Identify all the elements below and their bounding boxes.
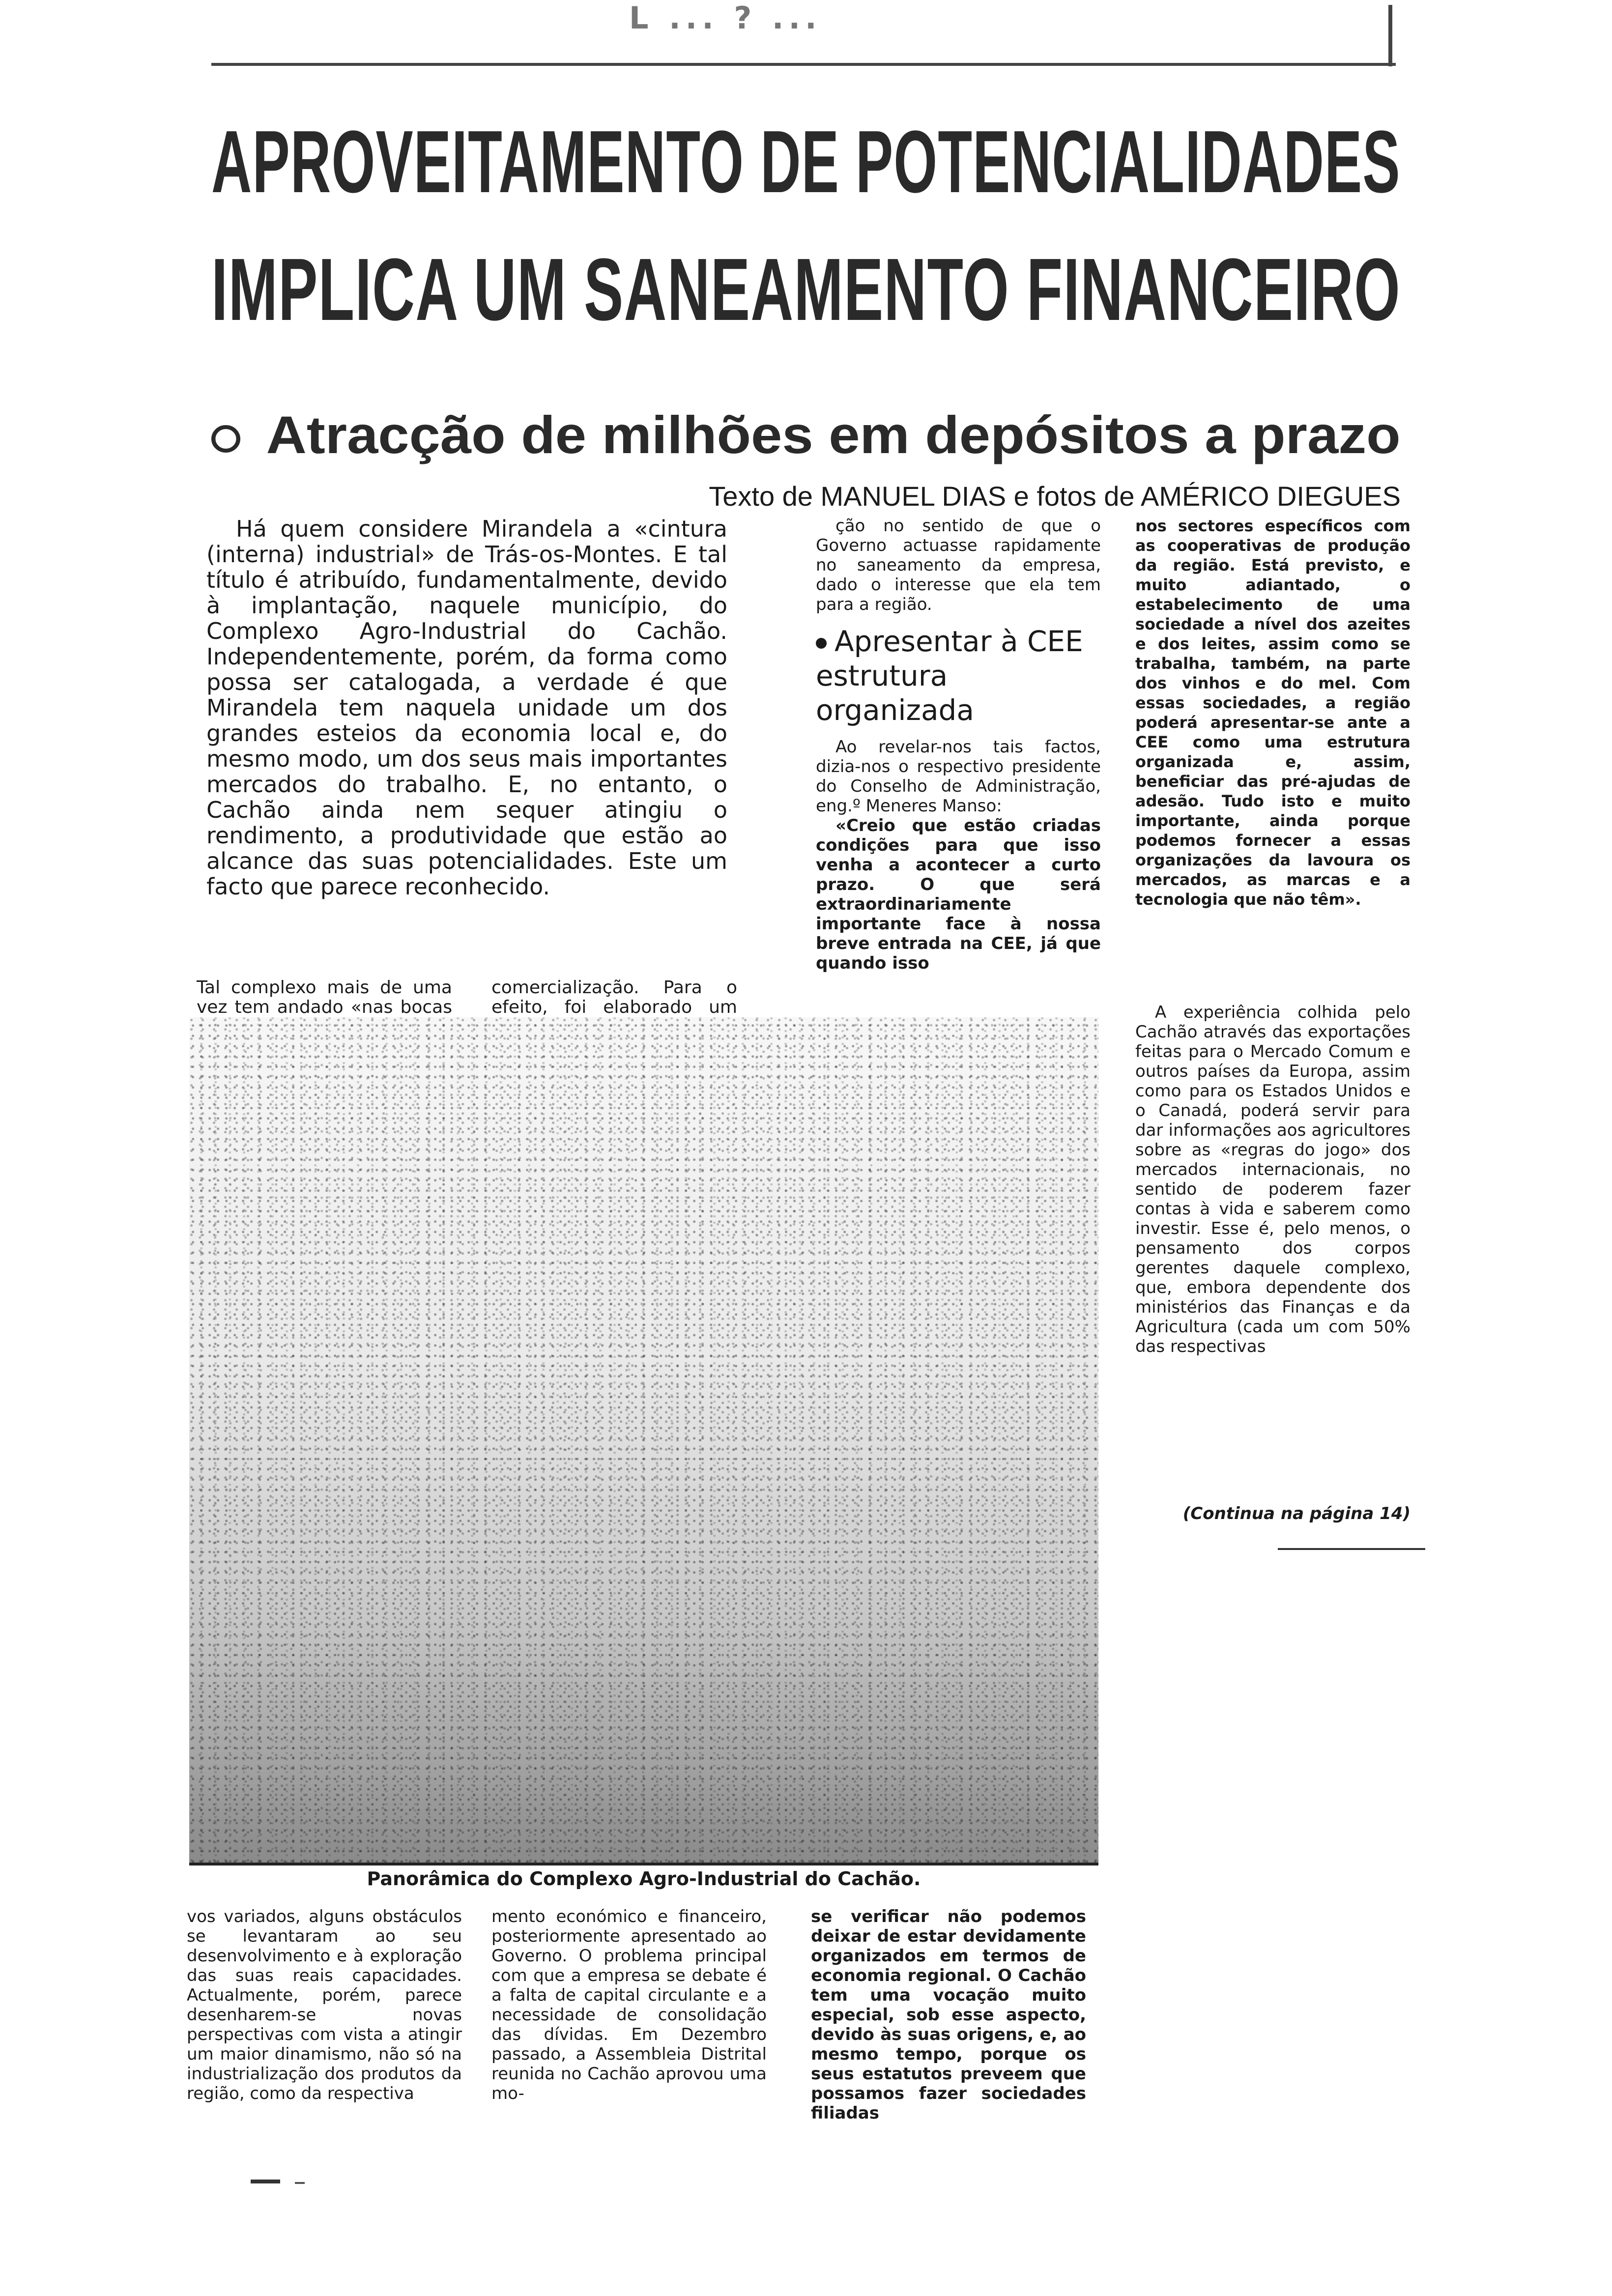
lede-text: Há quem considere Mirandela a «cintura (interna) industrial» de Trás-os-Montes. E tal título é atribuído, fundamentalmente, devido à implantação, naquele município, do Complexo Agro-Industrial do Cachão. Independentemente, porém, da forma como possa ser catalogada, a verdade é que Mirandela tem naquela unidade um dos grandes esteios da economia local e, do mesmo modo, um dos seus mais importantes mercados do trabalho. E, no entanto, o Cachão ainda nem sequer atingiu o rendimento, a produtividade que estão ao alcance das suas potencialidades. Este um facto que parece reconhecido.	[206, 516, 727, 900]
section-heading-text: Apresentar à CEE estrutura organizada	[816, 625, 1083, 727]
column-e-text: vos variados, alguns obstáculos se levantaram ao seu desenvolvimento e à exploração das suas reais capacidades. Actualmente, porém, parece desenharem-se novas perspectivas com vista a atingir um maior dinamismo, não só na industrialização dos produtos da região, como da respectiva	[187, 1907, 462, 2103]
photo-caption: Panorâmica do Complexo Agro-Industrial do Cachão.	[367, 1868, 921, 1890]
column-c-paragraph-2: Ao revelar-nos tais factos, dizia-nos o respectivo presidente do Conselho de Administração, eng.º Meneres Manso:	[816, 737, 1101, 816]
masthead: L ... ? ...	[629, 0, 822, 36]
headline-line-1: APROVEITAMENTO DE POTENCIALIDADES	[211, 113, 1401, 211]
section-heading	[816, 624, 1101, 727]
column-a-text: Tal complexo mais de uma vez tem andado «nas bocas	[197, 977, 452, 1017]
continued-note: (Continua na página 14)	[1182, 1504, 1410, 1523]
column-g	[811, 1907, 1086, 2123]
lede-paragraph	[206, 516, 727, 899]
column-c-paragraph-1: ção no sentido de que o Governo actuasse rapidamente no saneamento da empresa, dado o interesse que ela tem para a região.	[816, 516, 1101, 614]
column-c	[816, 516, 1101, 973]
footer-mark-small	[295, 2182, 305, 2184]
column-d2-text: A experiência colhida pelo Cachão através das exportações feitas para o Mercado Comum e outros países da Europa, assim como para os Estados Unidos e o Canadá, poderá servir para dar informações aos agricultores sobre as «regras do jogo» dos mercados internacionais, no sentido de poderem fazer contas à vida e saberem como investir. Esse é, pelo menos, o pensamento dos corpos gerentes daquele complexo, que, embora dependente dos ministérios das Finanças e da Agricultura (cada um com 50% das respectivas	[1135, 1003, 1410, 1356]
subheadline	[211, 403, 1401, 467]
column-d	[1135, 516, 1410, 909]
column-b-text: comercialização. Para o efeito, foi elaborado um	[491, 977, 737, 1017]
column-g-text: se verificar não podemos deixar de estar devidamente organizados em termos de economia regional. O Cachão tem uma vocação muito especial, sob esse aspecto, devido às suas origens, e, ao mesmo tempo, porque os seus estatutos preveem que possamos fazer sociedades filiadas	[811, 1907, 1086, 2123]
column-c-paragraph-3: «Creio que estão criadas condições para que isso venha a acontecer a curto prazo. O que será extraordinariamente importante face à nossa breve entrada na CEE, já que quando isso	[816, 816, 1101, 973]
subheadline-text: Atracção de milhões em depósitos a prazo	[266, 405, 1401, 464]
photo-cachao-complex	[189, 1017, 1098, 1866]
byline: Texto de MANUEL DIAS e fotos de AMÉRICO DIEGUES	[709, 481, 1401, 512]
top-rule	[211, 63, 1396, 66]
column-f	[491, 1907, 767, 2103]
column-d-continued	[1135, 1003, 1410, 1356]
masthead-rule-mark	[1388, 5, 1392, 66]
bullet-dot-icon	[816, 638, 827, 649]
column-d-text: nos sectores específicos com as cooperativas de produção da região. Está previsto, e muito adiantado, o estabelecimento de uma sociedade a nível dos azeites e dos leites, assim como se trabalha, também, na parte dos vinhos e do mel. Com essas sociedades, a região poderá apresentar-se ante a CEE como uma estrutura organizada e, assim, beneficiar das pré-ajudas de adesão. Tudo isto e muito importante, ainda porque podemos fornecer a essas organizações da lavoura os mercados, as marcas e a tecnologia que não têm».	[1135, 517, 1410, 909]
bullet-circle-icon	[211, 425, 240, 453]
continued-rule	[1278, 1548, 1425, 1550]
column-f-text: mento económico e financeiro, posteriormente apresentado ao Governo. O problema principal com que a empresa se debate é a falta de capital circulante e a necessidade de consolidação das dívidas. Em Dezembro passado, a Assembleia Distrital reunida no Cachão aprovou uma mo-	[491, 1907, 767, 2103]
headline-line-2: IMPLICA UM SANEAMENTO FINANCEIRO	[211, 240, 1401, 339]
column-e	[187, 1907, 462, 2103]
footer-mark	[251, 2180, 280, 2183]
